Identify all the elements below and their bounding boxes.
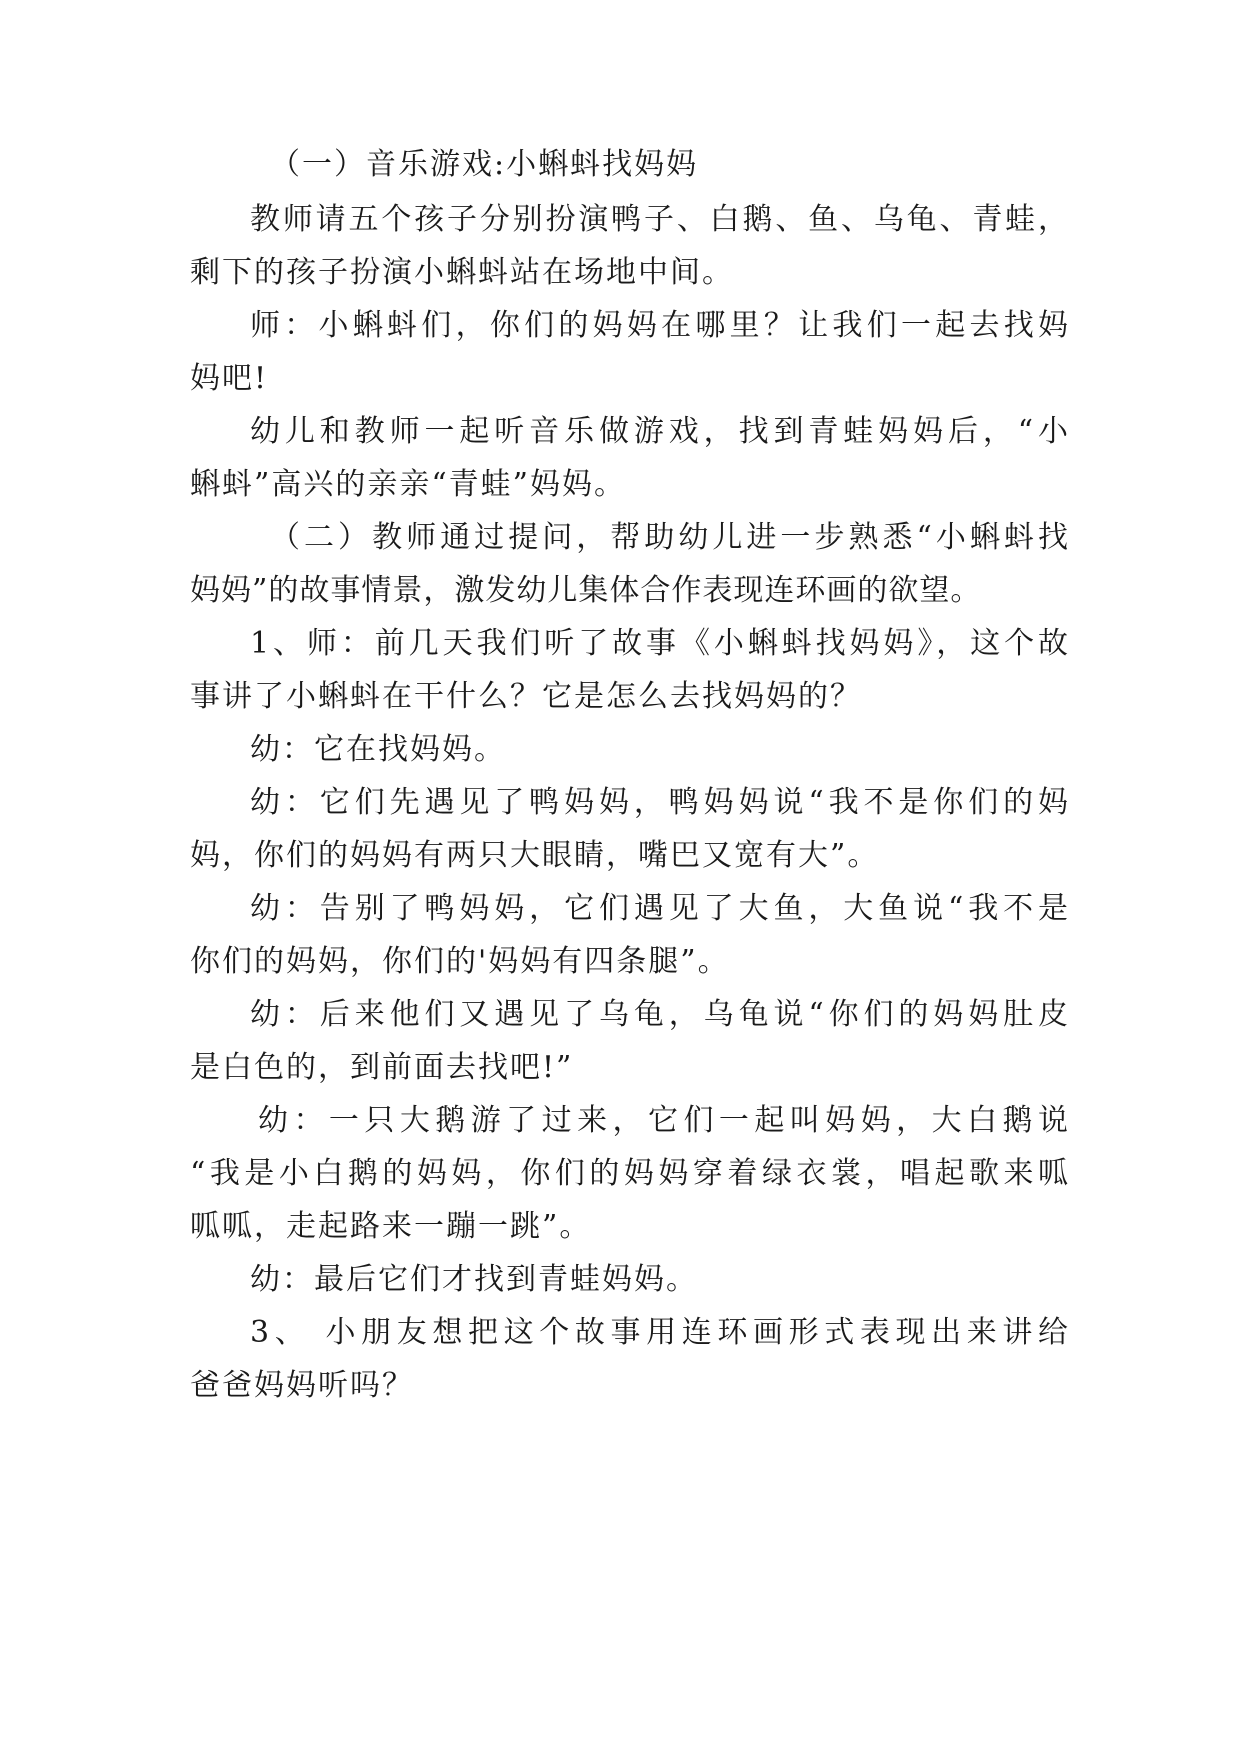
paragraph-line: 呱呱，走起路来一蹦一跳”。 bbox=[190, 1209, 592, 1244]
paragraph-line: 3、 小朋友想把这个故事用连环画形式表现出来讲给 bbox=[250, 1315, 1070, 1350]
section-heading-music-game: （一）音乐游戏:小蝌蚪找妈妈 bbox=[270, 147, 699, 182]
paragraph-line: 蝌蚪”高兴的亲亲“青蛙”妈妈。 bbox=[190, 467, 627, 502]
paragraph-line: 幼：最后它们才找到青蛙妈妈。 bbox=[250, 1262, 698, 1297]
paragraph-line: 妈妈”的故事情景，激发幼儿集体合作表现连环画的欲望。 bbox=[190, 573, 982, 608]
paragraph-line: 幼：它们先遇见了鸭妈妈，鸭妈妈说“我不是你们的妈 bbox=[250, 785, 1070, 820]
paragraph-line: 你们的妈妈，你们的'妈妈有四条腿”。 bbox=[190, 944, 730, 979]
paragraph-line: 1、师：前几天我们听了故事《小蝌蚪找妈妈》，这个故 bbox=[250, 626, 1070, 661]
paragraph-line: 剩下的孩子扮演小蝌蚪站在场地中间。 bbox=[190, 255, 734, 290]
paragraph-line: 事讲了小蝌蚪在干什么？它是怎么去找妈妈的？ bbox=[190, 679, 862, 714]
paragraph-line: 是白色的，到前面去找吧!” bbox=[190, 1050, 574, 1085]
paragraph-line: 爸爸妈妈听吗？ bbox=[190, 1368, 414, 1403]
paragraph-line: 幼儿和教师一起听音乐做游戏，找到青蛙妈妈后，“小 bbox=[250, 414, 1070, 449]
paragraph-line: 幼：后来他们又遇见了乌龟，乌龟说“你们的妈妈肚皮 bbox=[250, 997, 1070, 1032]
paragraph-line: “我是小白鹅的妈妈，你们的妈妈穿着绿衣裳，唱起歌来呱 bbox=[190, 1156, 1070, 1191]
paragraph-line: 妈吧! bbox=[190, 361, 269, 396]
paragraph-line: 教师请五个孩子分别扮演鸭子、白鹅、鱼、乌龟、青蛙， bbox=[250, 202, 1070, 237]
paragraph-line: 幼：一只大鹅游了过来，它们一起叫妈妈，大白鹅说 bbox=[258, 1103, 1070, 1138]
paragraph-line: 妈，你们的妈妈有两只大眼睛，嘴巴又宽有大”。 bbox=[190, 838, 880, 873]
section-heading-questions: （二）教师通过提问，帮助幼儿进一步熟悉“小蝌蚪找 bbox=[270, 520, 1070, 555]
paragraph-line: 幼：告别了鸭妈妈，它们遇见了大鱼，大鱼说“我不是 bbox=[250, 891, 1070, 926]
paragraph-line: 师：小蝌蚪们，你们的妈妈在哪里？让我们一起去找妈 bbox=[250, 308, 1070, 343]
paragraph-line: 幼：它在找妈妈。 bbox=[250, 732, 506, 767]
